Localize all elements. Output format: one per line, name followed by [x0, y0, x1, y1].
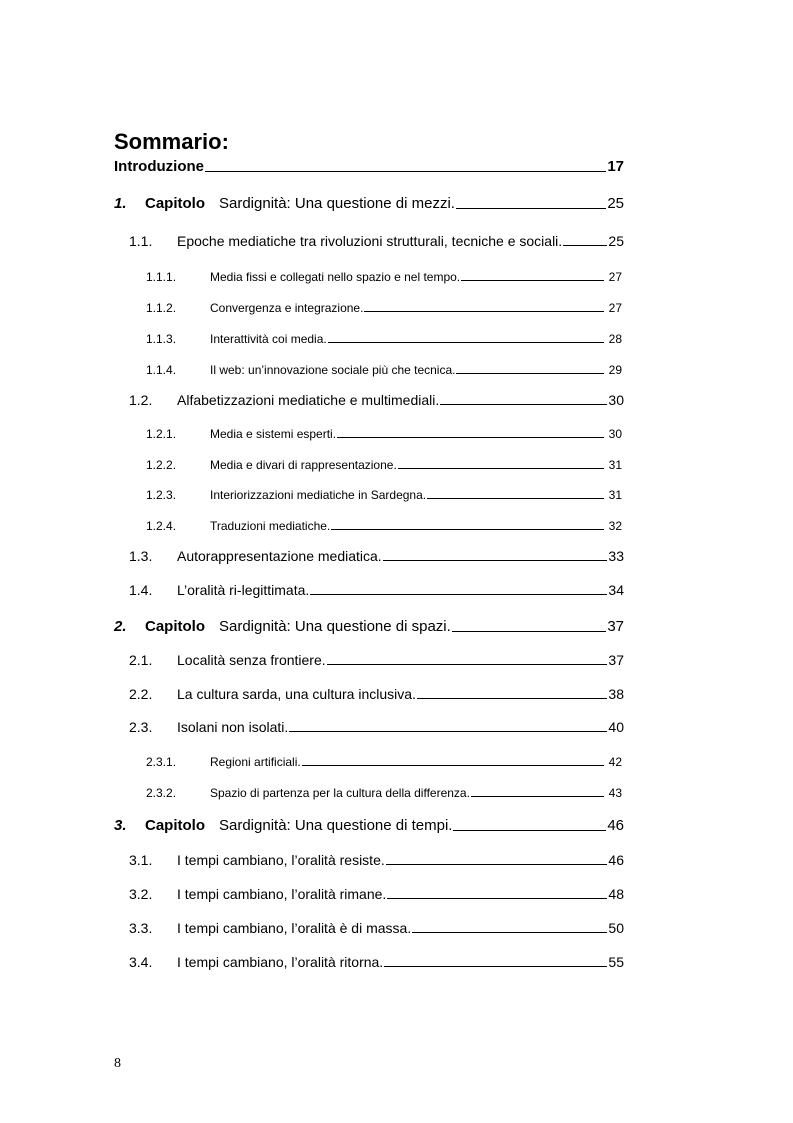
toc-entry-subsection-1-1-3[interactable] [146, 324, 622, 346]
section-title: Autorappresentazione mediatica. [177, 548, 382, 564]
toc-entry-section-3-3[interactable] [129, 914, 624, 936]
leader-line [386, 863, 608, 865]
leader-line [461, 279, 604, 281]
chapter-word: Capitolo [145, 618, 205, 635]
toc-entry-subsection-2-3-2[interactable] [146, 778, 622, 800]
leader-line [327, 663, 608, 665]
toc-entry-page: 31 [608, 488, 622, 502]
subsection-title: Media e sistemi esperti. [210, 427, 337, 441]
subsection-number: 1.2.4. [146, 519, 177, 533]
toc-entry-page: 46 [607, 817, 624, 834]
leader-line [302, 764, 604, 766]
chapter-title: Sardignità: Una questione di mezzi. [219, 195, 455, 212]
toc-entry-page: 28 [608, 332, 622, 346]
section-number: 3.4. [129, 954, 153, 970]
leader-line [456, 207, 606, 209]
section-title: I tempi cambiano, l’oralità rimane. [177, 886, 387, 902]
toc-entry-page: 43 [608, 786, 622, 800]
section-number: 1.2. [129, 392, 153, 408]
toc-entry-page: 50 [608, 920, 624, 936]
leader-line [328, 341, 604, 343]
toc-entry-subsection-1-2-3[interactable] [146, 480, 622, 502]
leader-line [456, 372, 603, 374]
leader-line [452, 630, 607, 632]
leader-line [398, 467, 604, 469]
toc-entry-chapter-2[interactable] [114, 613, 624, 635]
toc-entry-chapter-1[interactable] [114, 190, 624, 212]
section-number: 2.2. [129, 686, 153, 702]
toc-entry-page: 34 [608, 582, 624, 598]
section-number: 3.3. [129, 920, 153, 936]
subsection-number: 1.1.2. [146, 301, 177, 315]
page-number: 8 [114, 1056, 121, 1071]
toc-entry-page: 25 [608, 233, 624, 249]
section-title: L’oralità ri-legittimata. [177, 582, 310, 598]
section-title: Località senza frontiere. [177, 652, 326, 668]
section-number: 3.2. [129, 886, 153, 902]
leader-line [383, 559, 608, 561]
subsection-number: 1.1.1. [146, 270, 177, 284]
subsection-number: 2.3.1. [146, 755, 177, 769]
section-number: 1.4. [129, 582, 153, 598]
toc-entry-section-1-4[interactable] [129, 576, 624, 598]
section-title: I tempi cambiano, l’oralità ritorna. [177, 954, 384, 970]
section-title: La cultura sarda, una cultura inclusiva. [177, 686, 416, 702]
toc-entry-page: 32 [608, 519, 622, 533]
leader-line [289, 730, 607, 732]
toc-entry-section-1-3[interactable] [129, 542, 624, 564]
section-number: 2.3. [129, 719, 153, 735]
toc-entry-page: 25 [607, 195, 624, 212]
subsection-title: Media fissi e collegati nello spazio e nel tempo. [210, 270, 461, 284]
section-title: Epoche mediatiche tra rivoluzioni strutturali, tecniche e sociali. [177, 233, 563, 249]
subsection-number: 1.2.2. [146, 458, 177, 472]
toc-entry-section-2-1[interactable] [129, 646, 624, 668]
subsection-title: Traduzioni mediatiche. [210, 519, 331, 533]
leader-line [205, 170, 606, 172]
toc-entry-page: 42 [608, 755, 622, 769]
toc-entry-page: 17 [607, 158, 624, 175]
leader-line [412, 931, 607, 933]
chapter-word: Capitolo [145, 195, 205, 212]
section-number: 2.1. [129, 652, 153, 668]
chapter-number: 3. [114, 817, 127, 834]
leader-line [427, 497, 604, 499]
toc-entry-label: Introduzione [114, 158, 204, 175]
subsection-number: 1.1.4. [146, 363, 177, 377]
leader-line [310, 593, 607, 595]
section-number: 1.1. [129, 233, 153, 249]
toc-entry-subsection-1-1-4[interactable] [146, 355, 622, 377]
toc-entry-page: 31 [608, 458, 622, 472]
chapter-title: Sardignità: Una questione di tempi. [219, 817, 453, 834]
subsection-title: Convergenza e integrazione. [210, 301, 364, 315]
toc-entry-page: 37 [608, 652, 624, 668]
toc-entry-subsection-1-2-4[interactable] [146, 511, 622, 533]
subsection-title: Regioni artificiali. [210, 755, 301, 769]
toc-entry-subsection-1-1-1[interactable] [146, 262, 622, 284]
toc-entry-subsection-1-1-2[interactable] [146, 293, 622, 315]
section-title: Alfabetizzazioni mediatiche e multimediali. [177, 392, 440, 408]
chapter-number: 2. [114, 618, 127, 635]
chapter-word: Capitolo [145, 817, 205, 834]
subsection-title: Spazio di partenza per la cultura della differenza. [210, 786, 470, 800]
subsection-number: 2.3.2. [146, 786, 177, 800]
subsection-number: 1.2.3. [146, 488, 177, 502]
leader-line [337, 436, 604, 438]
section-number: 3.1. [129, 852, 153, 868]
subsection-title: Media e divari di rappresentazione. [210, 458, 397, 472]
toc-entry-section-1-2[interactable] [129, 386, 624, 408]
toc-entry-section-3-4[interactable] [129, 948, 624, 970]
toc-entry-section-2-2[interactable] [129, 680, 624, 702]
leader-line [384, 965, 607, 967]
section-title: I tempi cambiano, l’oralità resiste. [177, 852, 385, 868]
toc-entry-page: 27 [608, 270, 622, 284]
toc-entry-section-3-2[interactable] [129, 880, 624, 902]
toc-entry-page: 29 [608, 363, 622, 377]
toc-entry-page: 46 [608, 852, 624, 868]
chapter-number: 1. [114, 195, 127, 212]
toc-entry-page: 27 [608, 301, 622, 315]
toc-entry-subsection-2-3-1[interactable] [146, 747, 622, 769]
chapter-title: Sardignità: Una questione di spazi. [219, 618, 451, 635]
leader-line [440, 403, 607, 405]
leader-line [387, 897, 607, 899]
toc-entry-page: 30 [608, 392, 624, 408]
subsection-number: 1.2.1. [146, 427, 177, 441]
toc-entry-page: 40 [608, 719, 624, 735]
subsection-title: Interattività coi media. [210, 332, 327, 346]
toc-entry-page: 33 [608, 548, 624, 564]
leader-line [331, 528, 603, 530]
leader-line [563, 244, 607, 246]
toc-entry-page: 30 [608, 427, 622, 441]
toc-entry-introduzione[interactable] [114, 153, 624, 175]
toc-entry-section-2-3[interactable] [129, 713, 624, 735]
toc-entry-page: 55 [608, 954, 624, 970]
toc-entry-section-3-1[interactable] [129, 846, 624, 868]
toc-entry-section-1-1[interactable] [129, 227, 624, 249]
leader-line [471, 795, 604, 797]
subsection-title: Interiorizzazioni mediatiche in Sardegna. [210, 488, 427, 502]
toc-entry-page: 48 [608, 886, 624, 902]
toc-title: Sommario: [114, 129, 229, 154]
subsection-title: Il web: un’innovazione sociale più che tecnica. [210, 363, 456, 377]
toc-entry-page: 38 [608, 686, 624, 702]
leader-line [453, 829, 606, 831]
subsection-number: 1.1.3. [146, 332, 177, 346]
section-title: I tempi cambiano, l’oralità è di massa. [177, 920, 412, 936]
toc-entry-subsection-1-2-2[interactable] [146, 450, 622, 472]
toc-entry-page: 37 [607, 618, 624, 635]
section-number: 1.3. [129, 548, 153, 564]
toc-entry-subsection-1-2-1[interactable] [146, 419, 622, 441]
leader-line [364, 310, 603, 312]
section-title: Isolani non isolati. [177, 719, 289, 735]
leader-line [417, 697, 608, 699]
toc-entry-chapter-3[interactable] [114, 812, 624, 834]
